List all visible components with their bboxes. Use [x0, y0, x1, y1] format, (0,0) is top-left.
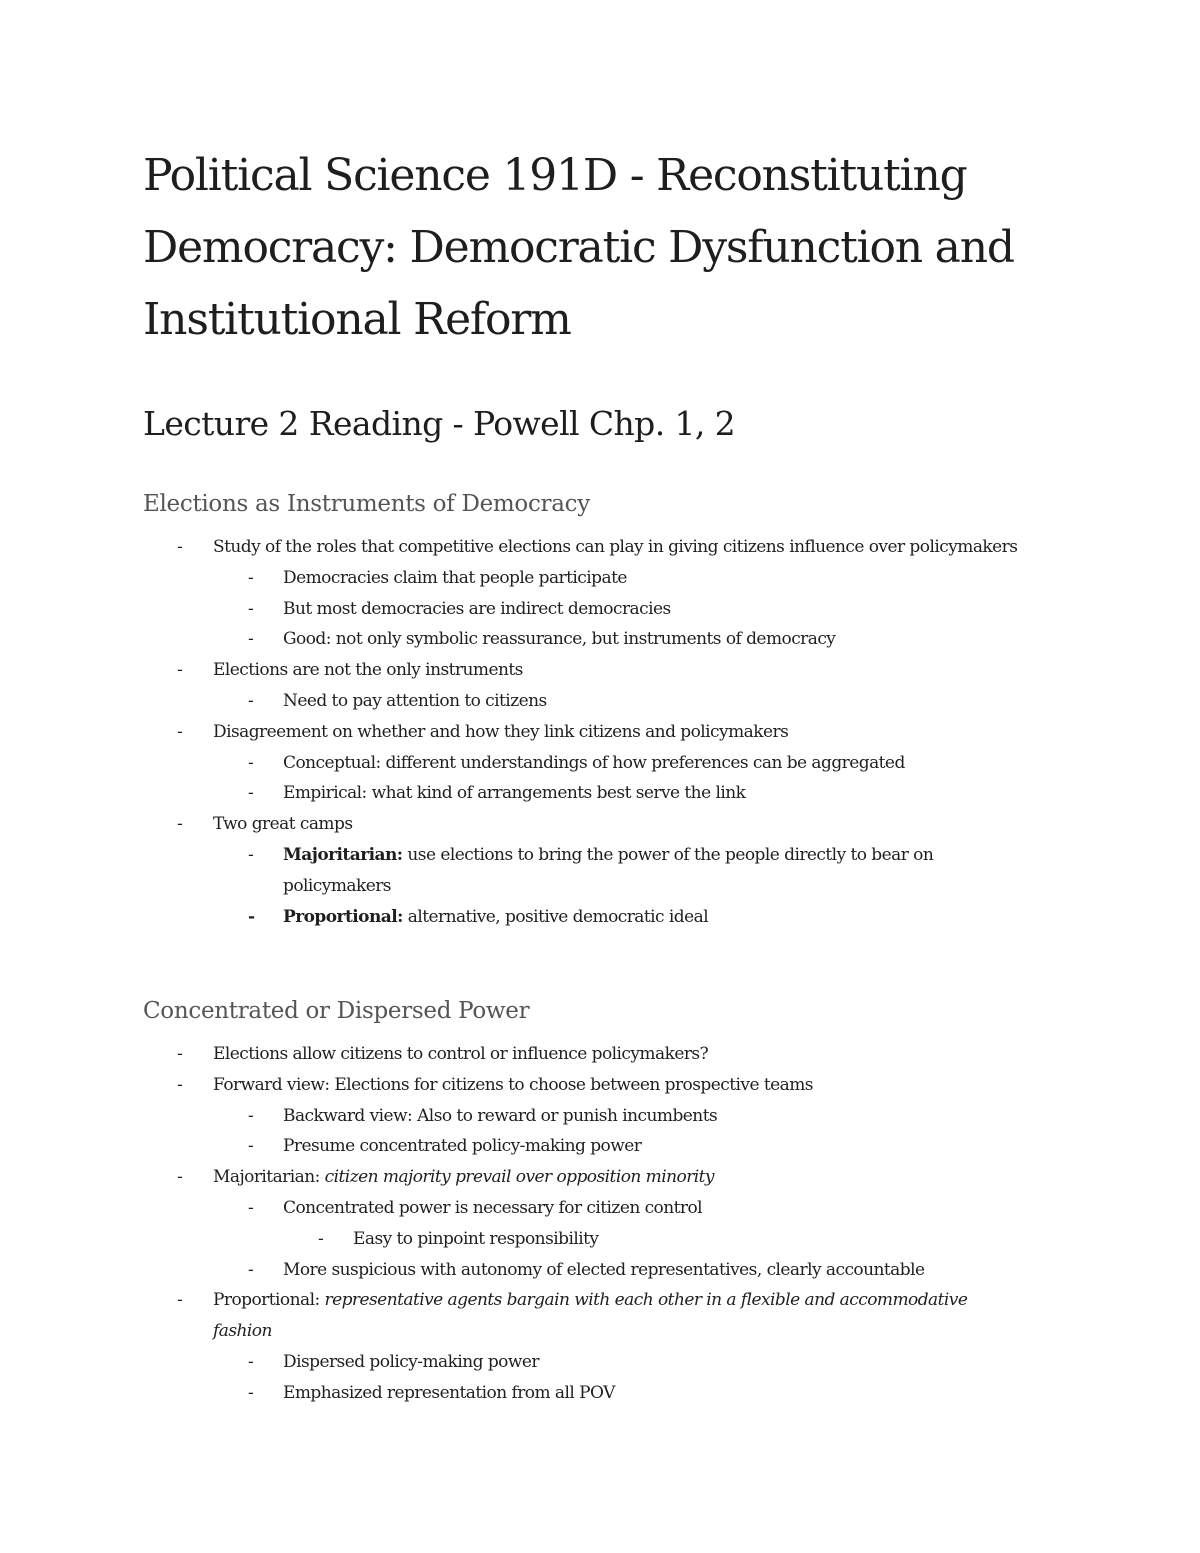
list-item [143, 1039, 1023, 1070]
list-item [143, 1347, 1023, 1378]
list-item [143, 594, 1023, 625]
section-list-power [143, 1039, 1023, 1409]
list-item-text: Easy to pinpoint responsibility [353, 1228, 599, 1249]
bullet-dash: - [248, 844, 254, 865]
term-proportional: Proportional: [283, 906, 403, 927]
bullet-dash: - [248, 752, 254, 773]
list-item-text: But most democracies are indirect democracies [283, 598, 671, 619]
list-item-text: Presume concentrated policy-making power [283, 1136, 642, 1157]
italic-definition: representative agents bargain with each other in a flexible and accommodative fashion [213, 1290, 968, 1342]
document-title: Political Science 191D - Reconstituting Democracy: Democratic Dysfunction and Institutional Reform [143, 150, 1014, 345]
list-item-text: Disagreement on whether and how they link citizens and policymakers [213, 721, 789, 742]
list-item [143, 840, 1023, 902]
list-item [143, 809, 1023, 840]
bullet-dash: - [177, 1044, 183, 1064]
section-heading-power: Concentrated or Dispersed Power [143, 998, 530, 1024]
list-item-text: Democracies claim that people participate [283, 567, 627, 588]
bullet-dash: - [177, 1290, 183, 1311]
list-item-text: Backward view: Also to reward or punish incumbents [283, 1105, 718, 1126]
list-item-text: Proportional: [213, 1290, 325, 1311]
bullet-dash: - [248, 1197, 254, 1218]
list-item [143, 902, 1023, 933]
list-item [143, 748, 1023, 779]
bullet-dash: - [248, 1382, 254, 1403]
list-item-text: Elections allow citizens to control or influence policymakers? [213, 1044, 709, 1064]
bullet-dash: - [248, 1105, 254, 1126]
list-item-text: Elections are not the only instruments [213, 660, 523, 681]
list-item [143, 655, 1023, 686]
list-item [143, 1224, 1023, 1255]
list-item-text: Concentrated power is necessary for citizen control [283, 1197, 703, 1218]
section-list-elections [143, 532, 1023, 932]
list-item [143, 1070, 1023, 1101]
lecture-heading: Lecture 2 Reading - Powell Chp. 1, 2 [143, 404, 736, 443]
list-item-text: Emphasized representation from all POV [283, 1382, 615, 1403]
bullet-dash: - [248, 1259, 254, 1280]
list-item-text: Conceptual: different understandings of how preferences can be aggregated [283, 752, 905, 773]
list-item [143, 1101, 1023, 1132]
bullet-dash: - [248, 598, 254, 619]
list-item [143, 1255, 1023, 1286]
list-item-text: Dispersed policy-making power [283, 1351, 539, 1372]
list-item-text: Majoritarian: [213, 1167, 325, 1188]
list-item-text: Forward view: Elections for citizens to choose between prospective teams [213, 1074, 813, 1095]
bullet-dash: - [248, 629, 254, 650]
list-item [143, 563, 1023, 594]
bullet-dash: - [177, 537, 183, 557]
list-item-text: Need to pay attention to citizens [283, 690, 547, 711]
bullet-dash: - [177, 721, 183, 742]
bullet-dash: - [177, 660, 183, 681]
list-item-text: Two great camps [213, 814, 353, 835]
list-item-text: use elections to bring the power of the people directly to bear on policymakers [283, 844, 934, 896]
term-majoritarian: Majoritarian: [283, 844, 403, 865]
italic-definition: citizen majority prevail over opposition minority [324, 1167, 714, 1188]
list-item [143, 624, 1023, 655]
list-item [143, 1285, 1023, 1347]
bullet-dash: - [177, 1167, 183, 1188]
list-item [143, 1193, 1023, 1224]
list-item [143, 717, 1023, 748]
bullet-dash: - [248, 690, 254, 711]
list-item-text: Good: not only symbolic reassurance, but instruments of democracy [283, 629, 836, 650]
bullet-dash: - [177, 814, 183, 835]
list-item [143, 532, 1023, 563]
bullet-dash: - [248, 906, 255, 927]
list-item [143, 686, 1023, 717]
bullet-dash: - [248, 1136, 254, 1157]
bullet-dash: - [248, 1351, 254, 1372]
list-item [143, 1378, 1023, 1409]
list-item [143, 1162, 1023, 1193]
bullet-dash: - [248, 783, 254, 804]
bullet-dash: - [177, 1074, 183, 1095]
list-item [143, 778, 1023, 809]
list-item-text: Empirical: what kind of arrangements best serve the link [283, 783, 746, 804]
bullet-dash: - [318, 1228, 324, 1249]
section-heading-elections: Elections as Instruments of Democracy [143, 491, 590, 517]
list-item-text: More suspicious with autonomy of elected representatives, clearly accountable [283, 1259, 925, 1280]
list-item [143, 1131, 1023, 1162]
list-item-text: Study of the roles that competitive elections can play in giving citizens influence over policymakers [213, 537, 1018, 557]
list-item-text: alternative, positive democratic ideal [402, 906, 709, 927]
bullet-dash: - [248, 567, 254, 588]
